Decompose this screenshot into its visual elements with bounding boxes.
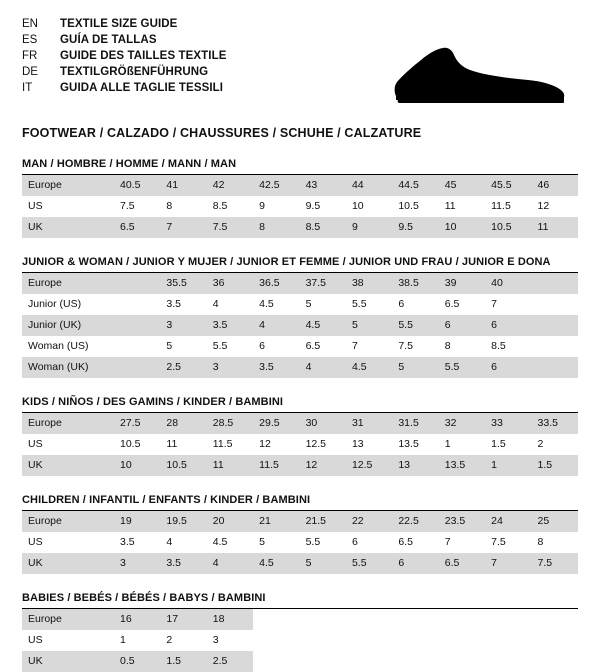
cell: 6: [398, 298, 405, 310]
footwear-heading: FOOTWEAR / CALZADO / CHAUSSURES / SCHUHE / CALZATURE: [22, 126, 422, 140]
cell: 22: [346, 511, 392, 532]
cell: 33: [485, 413, 531, 434]
cell: [532, 273, 578, 294]
cell: 27.5: [114, 413, 160, 434]
cell: 5.5: [351, 298, 367, 310]
language-title-list: [22, 16, 227, 96]
cell: 18: [207, 609, 253, 630]
cell: 38.5: [392, 273, 438, 294]
cell: [439, 609, 485, 630]
section-title: JUNIOR & WOMAN / JUNIOR Y MUJER / JUNIOR ET FEMME / JUNIOR UND FRAU / JUNIOR E DONA: [22, 256, 551, 268]
section-kids: [22, 396, 578, 476]
cell: [485, 651, 531, 672]
cell: 19: [114, 511, 160, 532]
cell: 6: [392, 553, 438, 574]
cell: 22.5: [392, 511, 438, 532]
cell: [346, 609, 392, 630]
cell: 7: [351, 340, 358, 352]
cell: 44.5: [392, 175, 438, 196]
language-row: [22, 32, 227, 48]
cell: 36.5: [253, 273, 299, 294]
table-row: [22, 217, 578, 238]
section-title: CHILDREN / INFANTIL / ENFANTS / KINDER / BAMBINI: [22, 494, 311, 506]
cell: 4: [166, 536, 173, 548]
section-babies: [22, 592, 578, 672]
cell: 2: [166, 634, 173, 646]
cell: 42: [207, 175, 253, 196]
cell: 4: [207, 553, 253, 574]
section-man: [22, 158, 578, 238]
cell: [253, 651, 299, 672]
cell: 5.5: [392, 315, 438, 336]
cell: 3: [212, 634, 219, 646]
cell: 12.5: [305, 438, 326, 450]
cell: [300, 651, 346, 672]
table-row: [22, 553, 578, 574]
cell: 1.5: [491, 438, 506, 450]
cell: 1.5: [532, 455, 578, 476]
cell: 40: [485, 273, 531, 294]
cell: [532, 294, 578, 315]
cell: 7: [485, 553, 531, 574]
cell: [114, 294, 160, 315]
cell: 12: [259, 438, 271, 450]
row-label: Europe: [22, 413, 114, 434]
table-row: [22, 175, 578, 196]
cell: 5: [300, 553, 346, 574]
cell: 8.5: [300, 217, 346, 238]
cell: [532, 336, 578, 357]
cell: [392, 651, 438, 672]
language-row: [22, 48, 227, 64]
cell: 46: [532, 175, 578, 196]
cell: [439, 651, 485, 672]
cell: 3.5: [120, 536, 135, 548]
size-table-junior-woman: [22, 273, 578, 378]
cell: 24: [485, 511, 531, 532]
cell: 12: [300, 455, 346, 476]
cell: 4.5: [300, 315, 346, 336]
cell: [485, 609, 531, 630]
cell: 2.5: [207, 651, 253, 672]
cell: 8: [166, 200, 173, 212]
cell: 30: [300, 413, 346, 434]
cell: 10.5: [160, 455, 206, 476]
cell: 1: [120, 634, 126, 646]
cell: 41: [160, 175, 206, 196]
cell: 3.5: [160, 553, 206, 574]
row-label: UK: [22, 553, 114, 574]
cell: 10: [114, 455, 160, 476]
cell: 3.5: [207, 315, 253, 336]
cell: 8: [253, 217, 299, 238]
cell: [485, 630, 531, 651]
cell: 8.5: [491, 340, 506, 352]
table-row: [22, 434, 578, 455]
cell: 5: [392, 357, 438, 378]
language-row: [22, 80, 227, 96]
cell: 10: [439, 217, 485, 238]
row-label: Europe: [22, 175, 114, 196]
language-title: GUIDA ALLE TAGLIE TESSILI: [60, 82, 224, 94]
language-title: TEXTILGRÖßENFÜHRUNG: [60, 66, 209, 78]
cell: 7.5: [532, 553, 578, 574]
language-code: EN: [22, 18, 38, 30]
cell: 3.5: [166, 298, 181, 310]
cell: 6.5: [305, 340, 321, 352]
cell: 8: [444, 340, 451, 352]
cell: 3: [114, 553, 160, 574]
language-code: FR: [22, 50, 38, 62]
cell: 28: [160, 413, 206, 434]
table-row: [22, 357, 578, 378]
cell: [392, 630, 438, 651]
cell: 7.5: [398, 340, 413, 352]
cell: [300, 609, 346, 630]
language-code: IT: [22, 82, 33, 94]
cell: 25: [532, 511, 578, 532]
cell: 43: [300, 175, 346, 196]
cell: 38: [346, 273, 392, 294]
cell: 7.5: [120, 200, 135, 212]
cell: 10.5: [120, 438, 141, 450]
cell: [114, 336, 160, 357]
cell: [532, 609, 578, 630]
header: [22, 16, 578, 108]
cell: 6: [439, 315, 485, 336]
size-table-children: [22, 511, 578, 574]
cell: 19.5: [160, 511, 206, 532]
cell: 33.5: [532, 413, 578, 434]
cell: 5: [166, 340, 173, 352]
cell: 9: [259, 200, 266, 212]
cell: 31.5: [392, 413, 438, 434]
cell: 5.5: [305, 536, 321, 548]
row-label: Woman (UK): [22, 357, 114, 378]
table-row: [22, 413, 578, 434]
row-label: Junior (US): [28, 298, 82, 310]
cell: 31: [346, 413, 392, 434]
cell: 4.5: [259, 298, 274, 310]
cell: 13: [351, 438, 364, 450]
cell: 6: [259, 340, 266, 352]
row-label: UK: [22, 455, 114, 476]
language-code: DE: [22, 66, 38, 78]
cell: [253, 609, 299, 630]
cell: 6.5: [444, 298, 460, 310]
cell: 4.5: [212, 536, 228, 548]
cell: 11: [444, 200, 456, 212]
cell: 5: [305, 298, 312, 310]
row-label: US: [28, 200, 43, 212]
dress-shoe-icon: [388, 34, 568, 104]
cell: 13.5: [398, 438, 419, 450]
cell: 6: [485, 357, 531, 378]
size-table-kids: [22, 413, 578, 476]
table-row: [22, 455, 578, 476]
cell: 6.5: [114, 217, 160, 238]
row-label: UK: [22, 217, 114, 238]
cell: 13: [392, 455, 438, 476]
cell: [300, 630, 346, 651]
cell: 10: [351, 200, 364, 212]
language-code: ES: [22, 34, 38, 46]
row-label: Europe: [22, 609, 114, 630]
cell: [253, 630, 299, 651]
cell: 4.5: [346, 357, 392, 378]
cell: 11.5: [253, 455, 299, 476]
cell: 7: [160, 217, 206, 238]
cell: 7.5: [207, 217, 253, 238]
cell: 4: [212, 298, 219, 310]
cell: 7: [444, 536, 451, 548]
cell: 1: [485, 455, 531, 476]
cell: 40.5: [114, 175, 160, 196]
cell: 17: [160, 609, 206, 630]
cell: 4.5: [253, 553, 299, 574]
row-label: Junior (UK): [22, 315, 114, 336]
language-title: TEXTILE SIZE GUIDE: [60, 18, 178, 30]
cell: 5.5: [212, 340, 228, 352]
cell: 11: [207, 455, 253, 476]
row-label: US: [28, 438, 43, 450]
cell: [346, 630, 392, 651]
table-row: [22, 294, 578, 315]
language-title: GUÍA DE TALLAS: [60, 34, 157, 46]
cell: [532, 651, 578, 672]
cell: 29.5: [253, 413, 299, 434]
cell: [532, 630, 578, 651]
cell: 42.5: [253, 175, 299, 196]
cell: 8.5: [212, 200, 228, 212]
row-label: UK: [22, 651, 114, 672]
cell: [114, 357, 160, 378]
cell: [114, 315, 160, 336]
cell: 36: [207, 273, 253, 294]
cell: [532, 357, 578, 378]
cell: 39: [439, 273, 485, 294]
cell: 45.5: [485, 175, 531, 196]
table-row: [22, 273, 578, 294]
cell: 10.5: [398, 200, 419, 212]
cell: 7: [491, 298, 497, 310]
table-row: [22, 315, 578, 336]
cell: 5: [259, 536, 266, 548]
cell: 44: [346, 175, 392, 196]
cell: 4: [300, 357, 346, 378]
cell: 8: [537, 536, 544, 548]
cell: 0.5: [114, 651, 160, 672]
cell: 3: [160, 315, 206, 336]
cell: 6: [351, 536, 358, 548]
cell: 35.5: [160, 273, 206, 294]
cell: 5.5: [346, 553, 392, 574]
cell: 23.5: [439, 511, 485, 532]
cell: 11.5: [491, 200, 511, 212]
table-row: [22, 630, 578, 651]
language-row: [22, 16, 227, 32]
cell: 4: [253, 315, 299, 336]
cell: 1.5: [160, 651, 206, 672]
cell: 12: [537, 200, 550, 212]
table-row: [22, 196, 578, 217]
language-title: GUIDE DES TAILLES TEXTILE: [60, 50, 227, 62]
cell: 16: [114, 609, 160, 630]
table-row: [22, 609, 578, 630]
cell: 28.5: [207, 413, 253, 434]
cell: 9: [346, 217, 392, 238]
cell: 11: [532, 217, 578, 238]
cell: 37.5: [300, 273, 346, 294]
cell: 11.5: [212, 438, 233, 450]
cell: 10.5: [485, 217, 531, 238]
table-row: [22, 336, 578, 357]
cell: 13.5: [439, 455, 485, 476]
cell: 9.5: [392, 217, 438, 238]
cell: 7.5: [491, 536, 506, 548]
row-label: Europe: [22, 511, 114, 532]
cell: 12.5: [346, 455, 392, 476]
section-junior-woman: [22, 256, 578, 378]
row-label: Europe: [22, 273, 114, 294]
cell: 9.5: [305, 200, 321, 212]
cell: 1: [444, 438, 451, 450]
cell: 5: [346, 315, 392, 336]
cell: 32: [439, 413, 485, 434]
row-label: US: [28, 634, 43, 646]
section-title: BABIES / BEBÉS / BÉBÉS / BABYS / BAMBINI: [22, 592, 266, 604]
cell: 3: [207, 357, 253, 378]
row-label: US: [28, 536, 43, 548]
cell: 45: [439, 175, 485, 196]
cell: 3.5: [253, 357, 299, 378]
cell: 11: [166, 438, 178, 450]
cell: 2: [537, 438, 544, 450]
cell: 20: [207, 511, 253, 532]
table-row: [22, 532, 578, 553]
cell: [392, 609, 438, 630]
cell: [114, 273, 160, 294]
cell: 21.5: [300, 511, 346, 532]
cell: 5.5: [439, 357, 485, 378]
section-title: MAN / HOMBRE / HOMME / MANN / MAN: [22, 158, 237, 170]
cell: 6.5: [439, 553, 485, 574]
table-row: [22, 651, 578, 672]
cell: [346, 651, 392, 672]
cell: [532, 315, 578, 336]
cell: [439, 630, 485, 651]
cell: 2.5: [160, 357, 206, 378]
cell: 6.5: [398, 536, 413, 548]
size-table-babies: [22, 609, 578, 672]
language-row: [22, 64, 227, 80]
cell: 6: [485, 315, 531, 336]
row-label: Woman (US): [28, 340, 89, 352]
size-table-man: [22, 175, 578, 238]
cell: 21: [253, 511, 299, 532]
table-row: [22, 511, 578, 532]
section-children: [22, 494, 578, 574]
section-title: KIDS / NIÑOS / DES GAMINS / KINDER / BAMBINI: [22, 396, 284, 408]
